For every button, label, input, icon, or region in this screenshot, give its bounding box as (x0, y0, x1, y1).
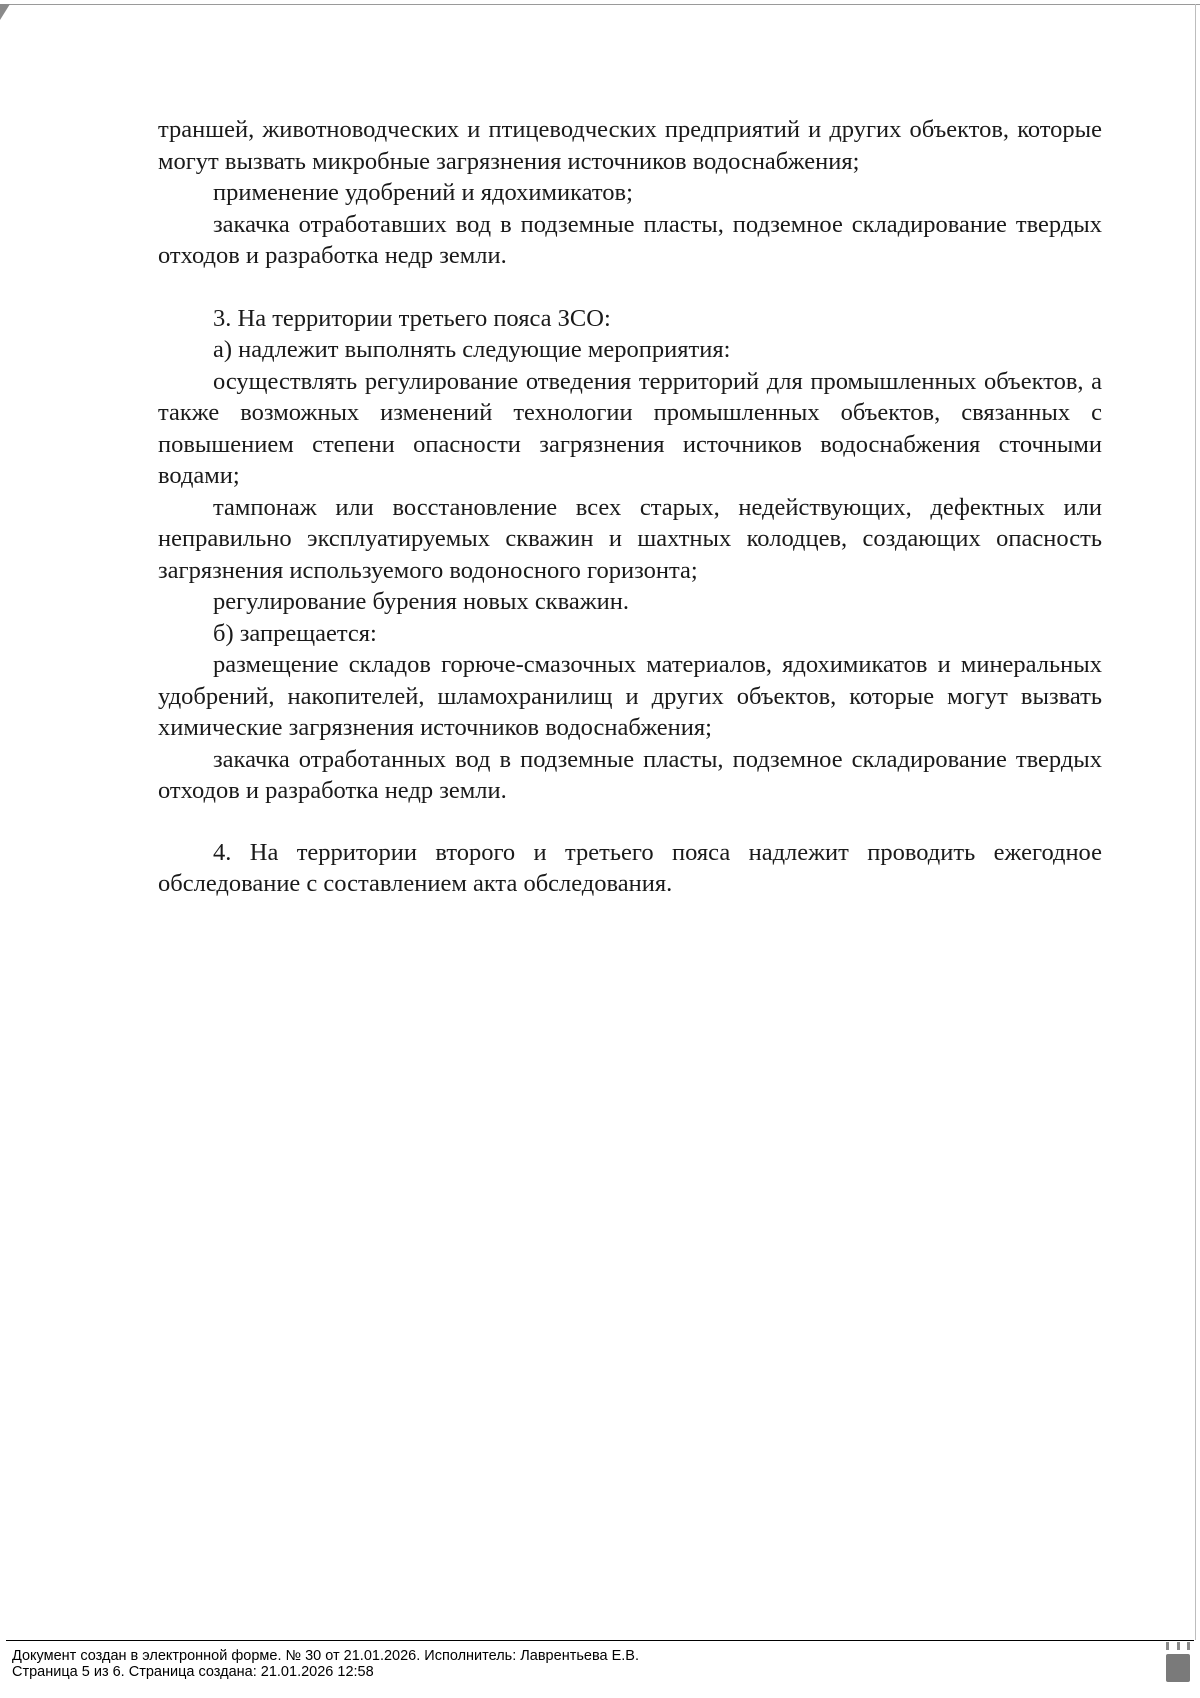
paragraph-injection-zone3: закачка отработанных вод в подземные пласты, подземное складирование твердых отходов и разработка недр земли. (158, 745, 1102, 804)
section-4: 4. На территории второго и третьего пояса надлежит проводить ежегодное обследование с составлением акта обследования. (158, 838, 1102, 897)
footer-page-info: Страница 5 из 6. Страница создана: 21.01.2026 12:58 (12, 1664, 374, 1680)
section-3-heading: 3. На территории третьего пояса ЗСО: (213, 304, 611, 332)
footer-document-info: Документ создан в электронной форме. № 30 от 21.01.2026. Исполнитель: Лаврентьева Е.В. (12, 1648, 639, 1664)
footer (12, 1648, 639, 1680)
paragraph-storage-prohibition: размещение складов горюче-смазочных материалов, ядохимикатов и минеральных удобрений, накопителей, шламохранилищ и других объектов, которые могут вызвать химические загрязнения источников водоснабжения; (158, 651, 1102, 741)
scan-top-edge (0, 4, 1200, 5)
paragraph-regulation-territories: осуществлять регулирование отведения территорий для промышленных объектов, а также возможных изменений технологии промышленных объектов, связанных с повышением степени опасности загрязнения источников водоснабжения сточными водами; (158, 367, 1102, 489)
document-body (158, 114, 1102, 900)
subsection-a: а) надлежит выполнять следующие мероприятия: (213, 336, 731, 363)
paragraph-continuation: траншей, животноводческих и птицеводческих предприятий и других объектов, которые могут вызвать микробные загрязнения источников водоснабжения; (158, 116, 1102, 175)
scan-corner-mark (0, 4, 10, 20)
paragraph-fertilizers: применение удобрений и ядохимикатов; (213, 179, 633, 206)
emblem-icon (1166, 1640, 1190, 1682)
paragraph-plugging-wells: тампонаж или восстановление всех старых, недействующих, дефектных или неправильно эксплуатируемых скважин и шахтных колодцев, создающих опасность загрязнения используемого водоносного горизонта; (158, 493, 1102, 584)
subsection-b: б) запрещается: (213, 619, 377, 647)
paragraph-injection-zone2: закачка отработавших вод в подземные пласты, подземное складирование твердых отходов и разработка недр земли. (158, 210, 1102, 269)
footer-divider (6, 1640, 1194, 1641)
scan-right-edge (1195, 4, 1196, 1640)
paragraph-drilling-regulation: регулирование бурения новых скважин. (213, 588, 629, 615)
